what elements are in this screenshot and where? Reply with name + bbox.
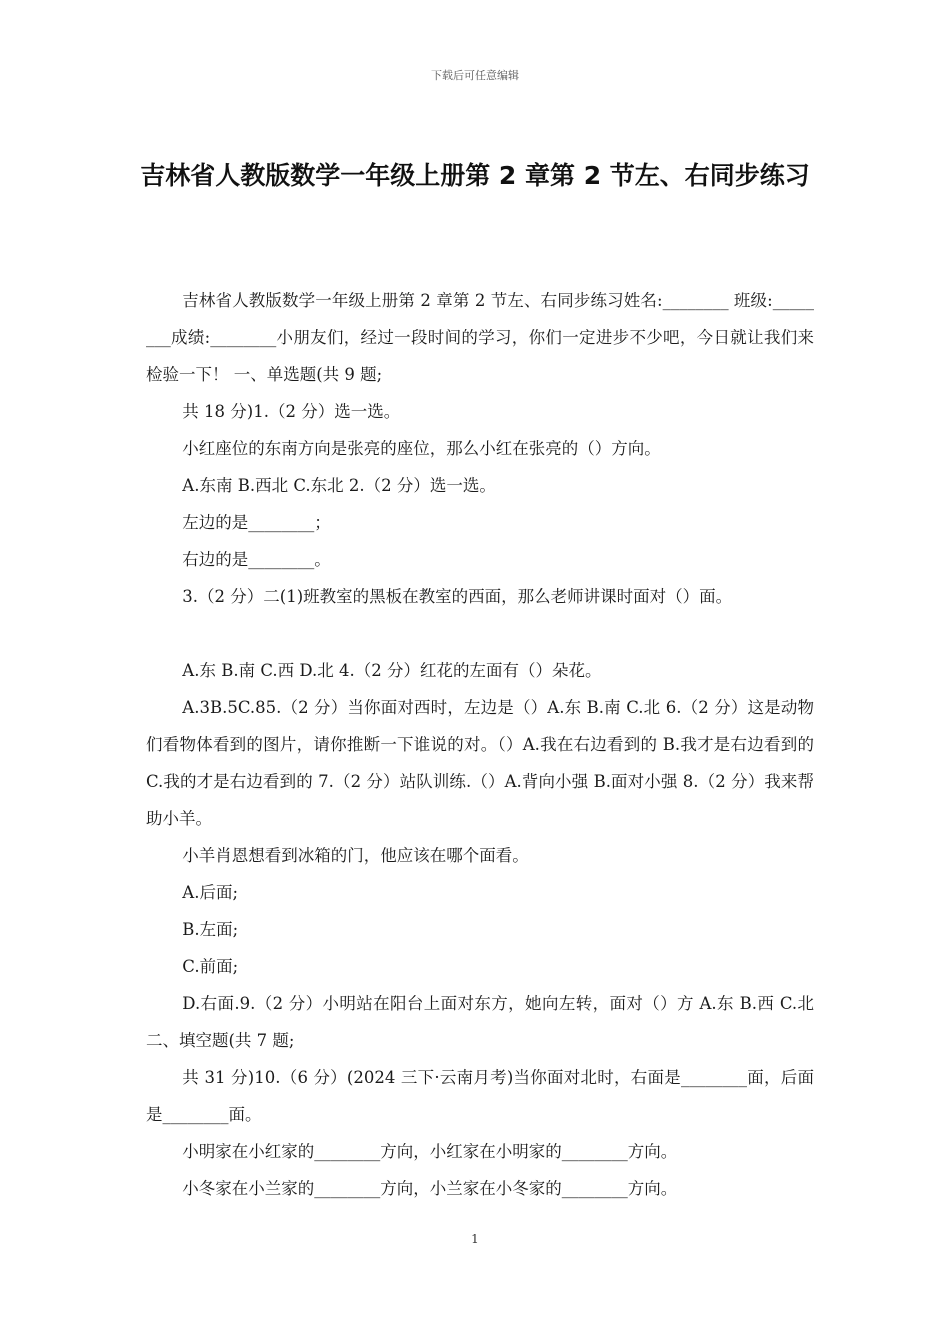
paragraph-q10: 共 31 分)10.（6 分）(2024 三下·云南月考)当你面对北时，右面是________面，后面是________面。 [146, 1068, 814, 1124]
paragraph-q8-option-c: C.前面; [182, 957, 239, 976]
paragraph-q8-stem: 小羊肖恩想看到冰箱的门，他应该在哪个面看。 [182, 846, 529, 865]
paragraph-q12: 小冬家在小兰家的________方向，小兰家在小冬家的________方向。 [182, 1179, 678, 1198]
paragraph-q1-head: 共 18 分)1.（2 分）选一选。 [182, 402, 401, 421]
paragraph-q11: 小明家在小红家的________方向，小红家在小明家的________方向。 [182, 1142, 678, 1161]
paragraph-intro: 吉林省人教版数学一年级上册第 2 章第 2 节左、右同步练习姓名:________ 班级:________成绩:________小朋友们，经过一段时间的学习，你们一定进步不少吧，今日就让我们来检验一下！ 一、单选题(共 9 题; [146, 291, 814, 384]
document-title: 吉林省人教版数学一年级上册第 2 章第 2 节左、右同步练习 [140, 161, 810, 190]
header-note: 下载后可任意编辑 [431, 69, 519, 82]
paragraph-q3-stem: 3.（2 分）二(1)班教室的黑板在教室的西面，那么老师讲课时面对（）面。 [182, 587, 733, 606]
paragraph-q8-option-d-q9: D.右面.9.（2 分）小明站在阳台上面对东方，她向左转，面对（）方 A.东 B.西 C.北二、填空题(共 7 题; [146, 994, 814, 1050]
paragraph-q1-stem: 小红座位的东南方向是张亮的座位，那么小红在张亮的（）方向。 [182, 439, 661, 458]
document-body [146, 282, 814, 1207]
paragraph-q8-option-a: A.后面; [182, 883, 239, 902]
paragraph-q2-right: 右边的是________。 [182, 550, 331, 569]
paragraph-q1-options: A.东南 B.西北 C.东北 2.（2 分）选一选。 [182, 476, 496, 495]
paragraph-q4-q8: A.3B.5C.85.（2 分）当你面对西时，左边是（）A.东 B.南 C.北 6.（2 分）这是动物们看物体看到的图片，请你推断一下谁说的对。（）A.我在右边看到的 B.我才是右边看到的 C.我的才是右边看到的 7.（2 分）站队训练.（）A.背向小强 B.面对小强 8.（2 分）我来帮助小羊。 [146, 698, 814, 828]
paragraph-q8-option-b: B.左面; [182, 920, 239, 939]
paragraph-q2-left: 左边的是________； [182, 513, 331, 532]
page-number: 1 [471, 1232, 479, 1246]
paragraph-q3-options: A.东 B.南 C.西 D.北 4.（2 分）红花的左面有（）朵花。 [182, 661, 602, 680]
